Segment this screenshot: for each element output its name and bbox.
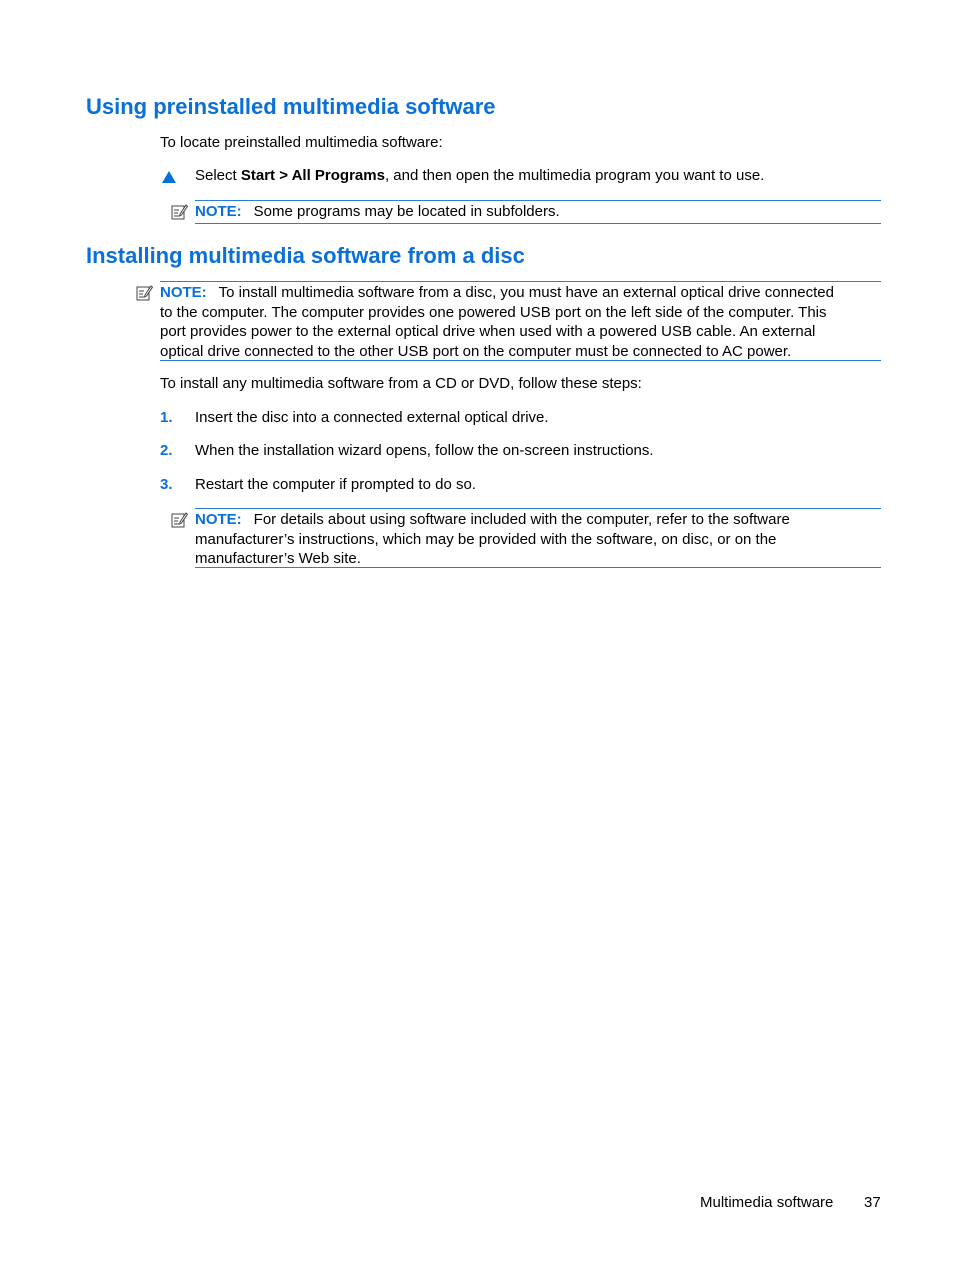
note2-line-1 [195,510,881,530]
note-line-2: to the computer. The computer provides one powered USB port on the left side of the computer. This [160,303,827,321]
step-bold: Start > All Programs [240,167,385,184]
footer-page-number: 37 [864,1194,881,1211]
note-line-1 [160,283,881,303]
note2-text-1: For details about using software included with the computer, refer to the software [253,511,790,528]
note-icon [171,511,188,528]
step-text-2: When the installation wizard opens, follow the on-screen instructions. [195,442,654,459]
note-box-subfolders [195,200,881,224]
note2-line-3: manufacturer’s Web site. [195,550,361,567]
note-icon [136,284,153,301]
step-text-3: Restart the computer if prompted to do so. [195,476,476,493]
note-line-3: port provides power to the external optical drive when used with a powered USB cable. An external [160,323,816,340]
note-line-4: optical drive connected to the other USB port on the computer must be connected to AC power. [160,342,792,360]
note2-line-2: manufacturer’s instructions, which may be provided with the software, on disc, or on the [195,530,777,548]
step-text [195,166,764,186]
step-number-1: 1. [160,409,173,426]
note-box-optical-drive [160,281,881,361]
footer-section-name: Multimedia software [700,1194,834,1211]
step-number-2: 2. [160,442,173,459]
section-heading-install-disc: Installing multimedia software from a disc [86,243,525,268]
step-text-1: Insert the disc into a connected external optical drive. [195,409,549,426]
note-label: NOTE: [195,203,242,220]
note-box-software-details [195,508,881,568]
note-icon [171,203,188,220]
step-number-3: 3. [160,476,173,493]
step-suffix: , and then open the multimedia program you want to use. [384,167,765,184]
note-text-1: To install multimedia software from a disc, you must have an external optical drive connected [218,284,834,301]
section-heading-preinstalled: Using preinstalled multimedia software [86,94,496,119]
install-intro-text: To install any multimedia software from a CD or DVD, follow these steps: [160,375,642,392]
step-triangle-icon [162,171,176,183]
note-label: NOTE: [160,284,207,301]
note-text: Some programs may be located in subfolders. [253,203,560,220]
note-label: NOTE: [195,511,242,528]
step-prefix: Select [195,167,241,184]
intro-text: To locate preinstalled multimedia software: [160,134,443,151]
